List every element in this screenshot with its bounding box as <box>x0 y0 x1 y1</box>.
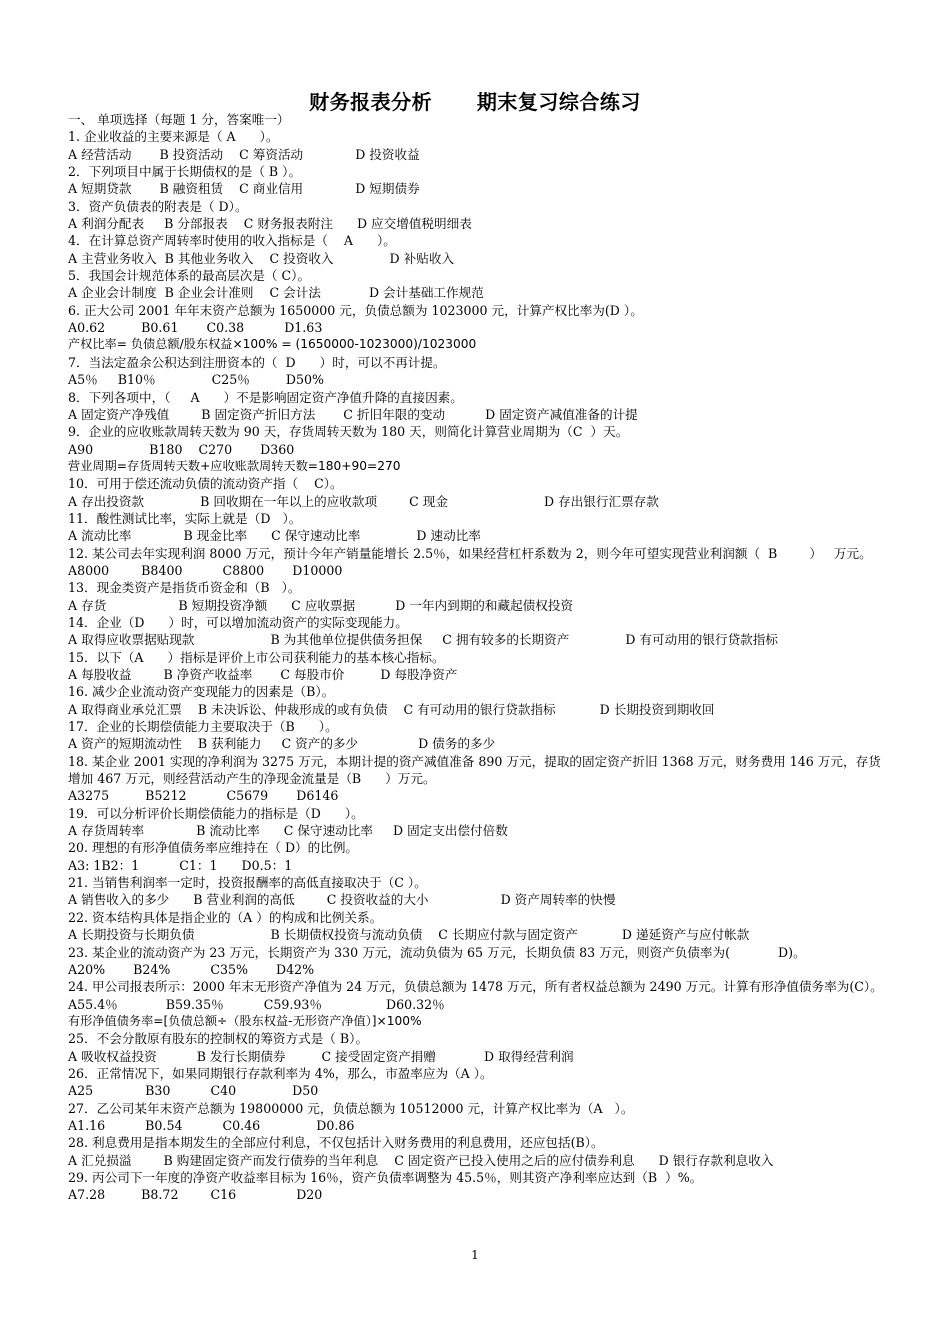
question-line: 25．不会分散原有股东的控制权的筹资方式是（ B）。 <box>68 1031 369 1047</box>
options-line: A 取得商业承兑汇票 B 未决诉讼、仲裁形成的或有负债 C 有可动用的银行贷款指标 D 长期投资到期收回 <box>68 701 715 717</box>
question-line: 3．资产负债表的附表是（ D）。 <box>68 198 248 214</box>
options-line: A1.16 B0.54 C0.46 D0.86 <box>68 1117 355 1133</box>
options-line: A 资产的短期流动性 B 获利能力 C 资产的多少 D 债务的多少 <box>68 736 496 752</box>
question-line: 27．乙公司某年末资产总额为 19800000 元，负债总额为 10512000 元，计算产权比率为（A ）。 <box>68 1100 634 1116</box>
options-line: A 吸收权益投资 B 发行长期债券 C 接受固定资产捐赠 D 取得经营利润 <box>68 1048 574 1064</box>
question-line: 4．在计算总资产周转率时使用的收入指标是（ A ）。 <box>68 233 396 249</box>
question-line: 20. 理想的有形净值债务率应维持在（ D）的比例。 <box>68 840 359 856</box>
options-line: A 短期贷款 B 融资租赁 C 商业信用 D 短期债券 <box>68 181 420 197</box>
question-line: 10．可用于偿还流动负债的流动资产指（ C）。 <box>68 476 343 492</box>
question-line: 18. 某企业 2001 实现的净利润为 3275 万元，本期计提的资产减值准备 890 万元，提取的固定资产折旧 1368 万元，财务费用 146 万元，存货增加 467 万元，则经营活动产生的净现金流量是（B ）万元。 <box>68 753 881 787</box>
formula-line: 有形净值债务率=[负债总额÷（股东权益-无形资产净值）]×100% <box>68 1013 422 1028</box>
question-line: 26．正常情况下，如果同期银行存款利率为 4%，那么，市盈率应为（A ）。 <box>68 1065 493 1081</box>
options-line: A0.62 B0.61 C0.38 D1.63 <box>68 320 323 336</box>
options-line: A3275 B5212 C5679 D6146 <box>68 788 339 804</box>
question-line: 9．企业的应收账款周转天数为 90 天，存货周转天数为 180 天，则简化计算营业周期为（C ）天。 <box>68 424 629 440</box>
options-line: A 存货 B 短期投资净额 C 应收票据 D 一年内到期的和藏起债权投资 <box>68 597 574 613</box>
question-line: 5．我国会计规范体系的最高层次是（ C）。 <box>68 268 311 284</box>
options-line: A 存出投资款 B 回收期在一年以上的应收款项 C 现金 D 存出银行汇票存款 <box>68 493 659 509</box>
options-line: A 经营活动 B 投资活动 C 筹资活动 D 投资收益 <box>68 146 420 162</box>
question-line: 15．以下（A ）指标是评价上市公司获利能力的基本核心指标。 <box>68 649 445 665</box>
question-line: 12. 某公司去年实现利润 8000 万元，预计今年产销量能增长 2.5％，如果经营杠杆系数为 2，则今年可望实现营业利润额（ B ） 万元。 <box>68 545 872 561</box>
options-line: A 流动比率 B 现金比率 C 保守速动比率 D 速动比率 <box>68 528 481 544</box>
question-line: 22. 资本结构具体是指企业的（A ）的构成和比例关系。 <box>68 909 383 925</box>
question-line: 21. 当销售利润率一定时，投资报酬率的高低直接取决于（C ）。 <box>68 875 427 891</box>
question-line: 29. 丙公司下一年度的净资产收益率目标为 16％，资产负债率调整为 45.5％，则其资产净利率应达到（B ）%。 <box>68 1169 703 1185</box>
question-line: 17．企业的长期偿债能力主要取决于（B ）。 <box>68 719 338 735</box>
section-heading: 一、 单项选择（每题 1 分，答案唯一） <box>68 112 290 127</box>
options-line: A 取得应收票据贴现款 B 为其他单位提供债务担保 C 拥有较多的长期资产 D 有可动用的银行贷款指标 <box>68 632 778 648</box>
options-line: A8000 B8400 C8800 D10000 <box>68 562 343 578</box>
question-line: 24. 甲公司报表所示：2000 年末无形资产净值为 24 万元，负债总额为 1478 万元，所有者权益总额为 2490 万元。计算有形净值债务率为(C）。 <box>68 979 883 995</box>
formula-line: 产权比率= 负债总额/股东权益×100% = (1650000-1023000)/1023000 <box>68 337 477 352</box>
question-line: 2．下列项目中属于长期债权的是（ B ）。 <box>68 164 302 180</box>
formula-line: 营业周期=存货周转天数+应收账款周转天数=180+90=270 <box>68 458 401 473</box>
question-line: 6. 正大公司 2001 年年末资产总额为 1650000 元，负债总额为 1023000 元，计算产权比率为(D ）。 <box>68 302 643 318</box>
question-line: 8．下列各项中，（ A ）不是影响固定资产净值升降的直接因素。 <box>68 389 463 405</box>
options-line: A 主营业务收入 B 其他业务收入 C 投资收入 D 补贴收入 <box>68 250 455 266</box>
options-line: A 长期投资与长期负债 B 长期债权投资与流动负债 C 长期应付款与固定资产 D 递延资产与应付帐款 <box>68 927 750 943</box>
options-line: A 存货周转率 B 流动比率 C 保守速动比率 D 固定支出偿付倍数 <box>68 823 508 839</box>
options-line: A 企业会计制度 B 企业会计准则 C 会计法 D 会计基础工作规范 <box>68 285 484 301</box>
page-number: 1 <box>471 1248 479 1262</box>
options-line: A 利润分配表 B 分部报表 C 财务报表附注 D 应交增值税明细表 <box>68 216 472 232</box>
question-line: 14．企业（D ）时，可以增加流动资产的实际变现能力。 <box>68 614 408 630</box>
question-line: 11．酸性测试比率，实际上就是（D ）。 <box>68 510 302 526</box>
question-line: 16. 减少企业流动资产变现能力的因素是（B）。 <box>68 684 335 700</box>
options-line: A3: 1B2：1 C1：1 D0.5：1 <box>68 857 293 873</box>
options-line: A 固定资产净残值 B 固定资产折旧方法 C 折旧年限的变动 D 固定资产减值准备的计提 <box>68 406 638 422</box>
options-line: A25 B30 C40 D50 <box>68 1083 319 1099</box>
options-line: A5％ B10％ C25％ D50% <box>68 372 325 388</box>
question-line: 23. 某企业的流动资产为 23 万元，长期资产为 330 万元，流动负债为 65 万元，长期负债 83 万元，则资产负债率为( D)。 <box>68 944 806 960</box>
question-line: 28. 利息费用是指本期发生的全部应付利息，不仅包括计入财务费用的利息费用，还应包括(B）。 <box>68 1135 604 1151</box>
page-title: 财务报表分析 期末复习综合练习 <box>309 90 641 114</box>
options-line: A20% B24% C35% D42% <box>68 961 315 977</box>
question-line: 1. 企业收益的主要来源是（ A ）。 <box>68 129 279 145</box>
document-body <box>68 111 888 1204</box>
question-line: 13．现金类资产是指货币资金和（B ）。 <box>68 580 301 596</box>
options-line: A90 B180 C270 D360 <box>68 441 295 457</box>
options-line: A7.28 B8.72 C16 D20 <box>68 1187 323 1203</box>
question-line: 19．可以分析评价长期偿债能力的指标是（D ）。 <box>68 805 364 821</box>
options-line: A 每股收益 B 净资产收益率 C 每股市价 D 每股净资产 <box>68 667 458 682</box>
options-line: A 汇兑损溢 B 购建固定资产而发行债券的当年利息 C 固定资产已投入使用之后的应付债券利息 D 银行存款利息收入 <box>68 1152 774 1168</box>
options-line: A 销售收入的多少 B 营业利润的高低 C 投资收益的大小 D 资产周转率的快慢 <box>68 892 616 908</box>
options-line: A55.4％ B59.35％ C59.93％ D60.32％ <box>68 996 445 1012</box>
question-line: 7．当法定盈余公积达到注册资本的（ D ）时，可以不再计提。 <box>68 354 446 370</box>
